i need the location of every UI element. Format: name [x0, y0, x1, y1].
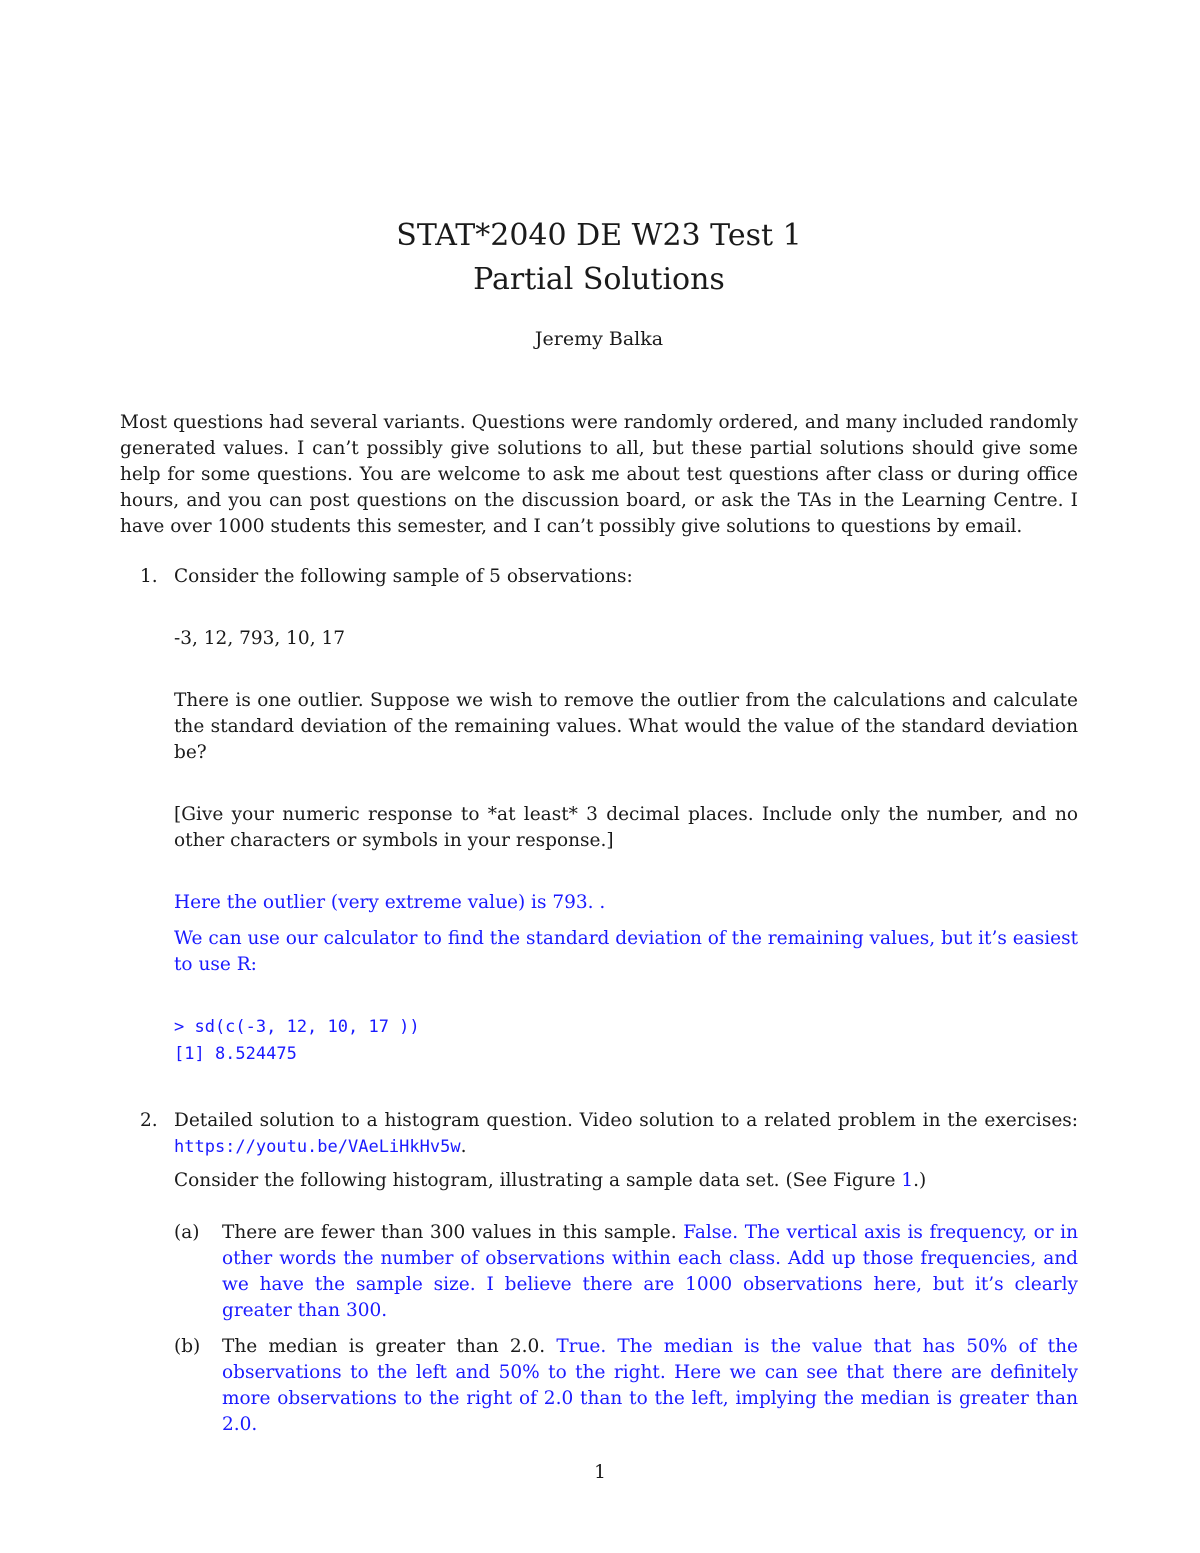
document-title	[120, 214, 1078, 302]
question-1-body	[174, 564, 1078, 1068]
part-label: (b)	[174, 1336, 201, 1357]
part-b-text	[222, 1334, 1078, 1438]
intro-paragraph: Most questions had several variants. Questions were randomly ordered, and many included randomly generated values. I can’t possibly give solutions to all, but these partial solutions should give some help for some questions. You are welcome to ask me about test questions after class or during office hours, and you can post questions on the discussion board, or ask the TAs in the Learning Centre. I have over 1000 students this semester, and I can’t possibly give solutions to questions by email.	[120, 412, 1078, 537]
question-2-consider	[174, 1168, 1078, 1194]
question-1-prompt: Consider the following sample of 5 observations:	[174, 566, 633, 587]
question-number: 2.	[140, 1110, 158, 1131]
answer-line-2: We can use our calculator to find the standard deviation of the remaining values, but it’s easiest to use R:	[174, 928, 1079, 975]
consider-end: .)	[913, 1170, 927, 1191]
answer-line-1: Here the outlier (very extreme value) is 793. .	[174, 892, 606, 913]
title-line-1: STAT*2040 DE W23 Test 1	[396, 218, 802, 253]
document-page	[120, 0, 1078, 1553]
question-2-intro-text: Detailed solution to a histogram question. Video solution to a related problem in the exercises:	[174, 1110, 1078, 1131]
link-suffix: .	[460, 1136, 467, 1157]
page-number: 1	[594, 1462, 606, 1483]
part-a-text	[222, 1220, 1078, 1324]
question-1-instructions: [Give your numeric response to *at least* 3 decimal places. Include only the number, and no other characters or symbols in your response.]	[174, 804, 1078, 851]
part-b-statement: The median is greater than 2.0.	[222, 1336, 546, 1357]
question-1-text: There is one outlier. Suppose we wish to remove the outlier from the calculations and calculate the standard deviation of the remaining values. What would the value of the standard deviation be?	[174, 690, 1078, 763]
part-a-statement: There are fewer than 300 values in this sample.	[222, 1222, 677, 1243]
figure-ref-link[interactable]: 1	[901, 1170, 914, 1191]
consider-text: Consider the following histogram, illustrating a sample data set. (See Figure	[174, 1170, 902, 1191]
part-b-answer: True. The median is the value that has 50% of the observations to the left and 50% to the right. Here we can see that there are definitely more observations to the right of 2.0 than to the left, implying the median is greater than 2.0.	[222, 1336, 1078, 1435]
question-1-data: -3, 12, 793, 10, 17	[174, 628, 345, 649]
part-a-answer: False. The vertical axis is frequency, or in other words the number of observations within each class. Add up those frequencies, and we have the sample size. I believe there are 1000 observations here, but it’s clearly greater than 300.	[222, 1222, 1078, 1321]
r-code-output: [1] 8.524475	[174, 1044, 297, 1064]
r-code-block	[174, 1014, 1078, 1068]
question-2-body	[174, 1108, 1078, 1194]
video-link[interactable]: https://youtu.be/VAeLiHkHv5w	[174, 1137, 461, 1157]
title-line-2: Partial Solutions	[473, 262, 725, 297]
r-code-input: > sd(c(-3, 12, 10, 17 ))	[174, 1017, 420, 1037]
question-2-intro	[174, 1108, 1078, 1160]
part-label: (a)	[174, 1222, 200, 1243]
author-name: Jeremy Balka	[534, 328, 664, 350]
question-number: 1.	[140, 566, 158, 587]
